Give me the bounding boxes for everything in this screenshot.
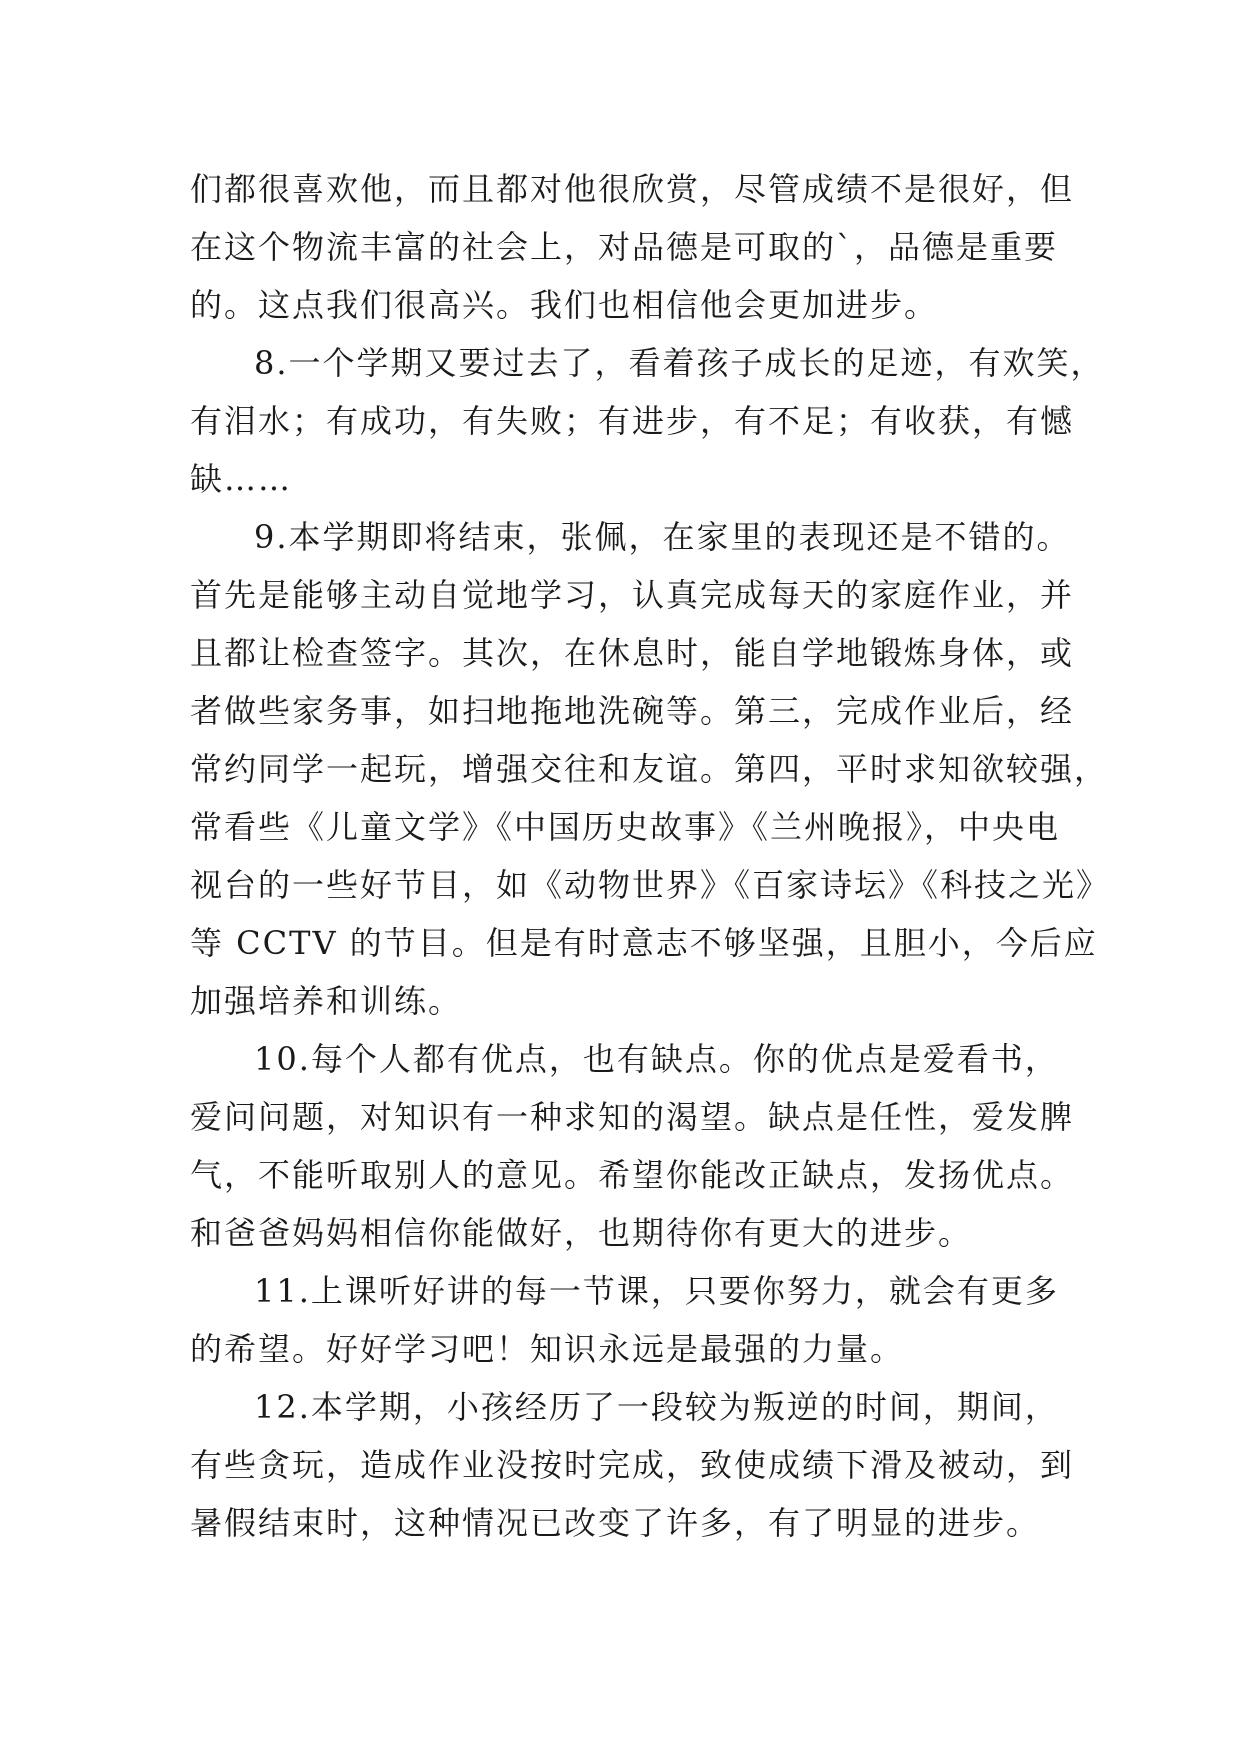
text-line: 在这个物流丰富的社会上，对品德是可取的`，品德是重要: [190, 228, 1059, 266]
text-line: 8.一个学期又要过去了，看着孩子成长的足迹，有欢笑，: [254, 344, 1105, 382]
text-line: 首先是能够主动自觉地学习，认真完成每天的家庭作业，并: [190, 576, 1075, 614]
text-line: 爱问问题，对知识有一种求知的渴望。缺点是任性，爱发脾: [190, 1098, 1075, 1136]
paragraph-item-9: [190, 508, 1111, 1030]
text-line: 缺……: [190, 460, 293, 498]
text-line: 视台的一些好节目，如《动物世界》《百家诗坛》《科技之光》: [190, 866, 1111, 904]
text-line: 有些贪玩，造成作业没按时完成，致使成绩下滑及被动，到: [190, 1446, 1075, 1484]
text-line: 暑假结束时，这种情况已改变了许多，有了明显的进步。: [190, 1504, 1041, 1542]
text-line: 气，不能听取别人的意见。希望你能改正缺点，发扬优点。: [190, 1156, 1075, 1194]
paragraph-continuation: [190, 160, 1075, 334]
text-line: 常约同学一起玩，增强交往和友谊。第四，平时求知欲较强，: [190, 750, 1109, 788]
text-line: 11.上课听好讲的每一节课，只要你努力，就会有更多: [254, 1272, 1059, 1310]
paragraph-item-11: [190, 1262, 1059, 1378]
text-line: 12.本学期，小孩经历了一段较为叛逆的时间，期间，: [254, 1388, 1059, 1426]
text-line: 和爸爸妈妈相信你能做好，也期待你有更大的进步。: [190, 1214, 973, 1252]
text-line: 有泪水；有成功，有失败；有进步，有不足；有收获，有憾: [190, 402, 1075, 440]
document-body: [190, 160, 1111, 1552]
text-line: 们都很喜欢他，而且都对他很欣赏，尽管成绩不是很好，但: [190, 170, 1075, 208]
paragraph-item-12: [190, 1378, 1075, 1552]
text-line: 的。这点我们很高兴。我们也相信他会更加进步。: [190, 286, 939, 324]
text-line: 10.每个人都有优点，也有缺点。你的优点是爱看书，: [254, 1040, 1059, 1078]
text-line: 等 CCTV 的节目。但是有时意志不够坚强，且胆小，今后应: [190, 924, 1098, 962]
text-line: 且都让检查签字。其次，在休息时，能自学地锻炼身体，或: [190, 634, 1075, 672]
paragraph-item-10: [190, 1030, 1075, 1262]
text-line: 的希望。好好学习吧！知识永远是最强的力量。: [190, 1330, 905, 1368]
text-line: 加强培养和训练。: [190, 982, 463, 1020]
text-line: 常看些《儿童文学》《中国历史故事》《兰州晚报》，中央电: [190, 808, 1061, 846]
text-line: 9.本学期即将结束，张佩，在家里的表现还是不错的。: [254, 518, 1071, 556]
paragraph-item-8: [190, 334, 1105, 508]
text-line: 者做些家务事，如扫地拖地洗碗等。第三，完成作业后，经: [190, 692, 1075, 730]
